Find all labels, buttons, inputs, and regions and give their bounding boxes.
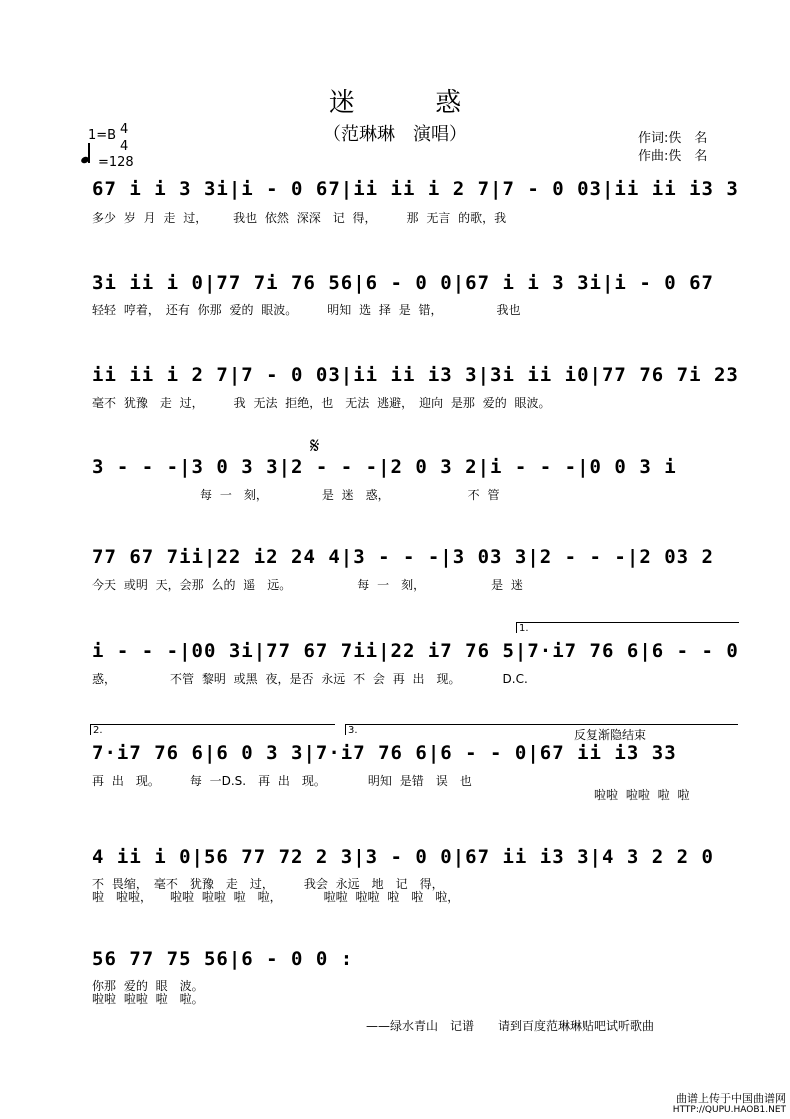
lyrics-line: 不 畏缩， 毫不 犹豫 走 过， 我会 永远 地 记 得， [92,877,444,891]
composer: 作曲:佚 名 [638,149,708,164]
lyrics-line: 惑， 不管 黎明 或黑 夜，是否 永远 不 会 再 出 现。 D.C. [92,672,528,686]
lyricist: 作词:佚 名 [638,131,708,146]
time-signature [120,121,128,155]
notation-line: 7·i7 76 6|6 0 3 3|7·i7 76 6|6 - - 0|67 ii i3 33 [92,742,677,764]
time-top: 4 [120,122,129,137]
notation-line: ii ii i 2 7|7 - 0 03|ii ii i3 3|3i ii i0|77 76 7i 23 [92,364,739,386]
lyrics-line: 毫不 犹豫 走 过， 我 无法 拒绝，也 无法 逃避， 迎向 是那 爱的 眼波。 [92,396,551,410]
volta-3: 3. [345,724,738,735]
lyrics-line: 多少 岁 月 走 过， 我也 依然 深深 记 得， 那 无言 的歌，我 [92,211,507,225]
notation-line: 3 - - -|3 0 3 3|2 - - -|2 0 3 2|i - - -|0 0 3 i [92,456,677,478]
notation-line: 67 i i 3 3i|i - 0 67|ii ii i 2 7|7 - 0 03|ii ii i3 3 [92,178,739,200]
site-url: HTTP://QUPU.HAOB1.NET [672,1105,786,1115]
lyrics-line: 再 出 现。 每 一D.S. 再 出 现。 明知 是错 误 也 [92,774,472,788]
lyrics-line: 今天 或明 天，会那 么的 遥 远。 每 一 刻， 是 迷 [92,578,523,592]
song-title: 迷 惑 [328,88,498,118]
notation-line: 77 67 7ii|22 i2 24 4|3 - - -|3 03 3|2 - - -|2 03 2 [92,546,714,568]
fade-ending-note: 反复渐隐结束 [574,728,647,742]
time-bottom: 4 [120,139,129,154]
transcriber-credit: ——绿水青山 记谱 请到百度范琳琳贴吧试听歌曲 [366,1019,655,1033]
notation-line: 4 ii i 0|56 77 72 2 3|3 - 0 0|67 ii i3 3|4 3 2 2 0 [92,846,714,868]
lyrics-line: 轻轻 哼着， 还有 你那 爱的 眼波。 明知 选 择 是 错， 我也 [92,303,521,317]
lyrics-line: 你那 爱的 眼 波。 [92,979,204,993]
volta-1: 1. [516,622,739,633]
notation-line: 3i ii i 0|77 7i 76 56|6 - 0 0|67 i i 3 3i|i - 0 67 [92,272,714,294]
tempo-mark: =128 [98,155,134,170]
notation-line: 56 77 75 56|6 - 0 0 : [92,948,354,970]
notation-line: i - - -|00 3i|77 67 7ii|22 i7 76 5|7·i7 76 6|6 - - 0 [92,640,739,662]
lyrics-line: 每 一 刻， 是 迷 惑， 不 管 [92,488,500,502]
key-signature: 1=B [88,128,117,143]
song-subtitle: （范琳琳 演唱） [323,124,467,145]
chorus-line: 啦 啦啦， 啦啦 啦啦 啦 啦， 啦啦 啦啦 啦 啦 啦， [92,890,460,904]
chorus-line: 啦啦 啦啦 啦 啦。 [92,992,204,1006]
site-name: 曲谱上传于中国曲谱网 [676,1092,786,1105]
segno-sign: 𝄋 [310,434,320,459]
quarter-note-icon [88,143,94,163]
chorus-line: 啦啦 啦啦 啦 啦 [594,788,690,802]
volta-2: 2. [90,724,335,735]
